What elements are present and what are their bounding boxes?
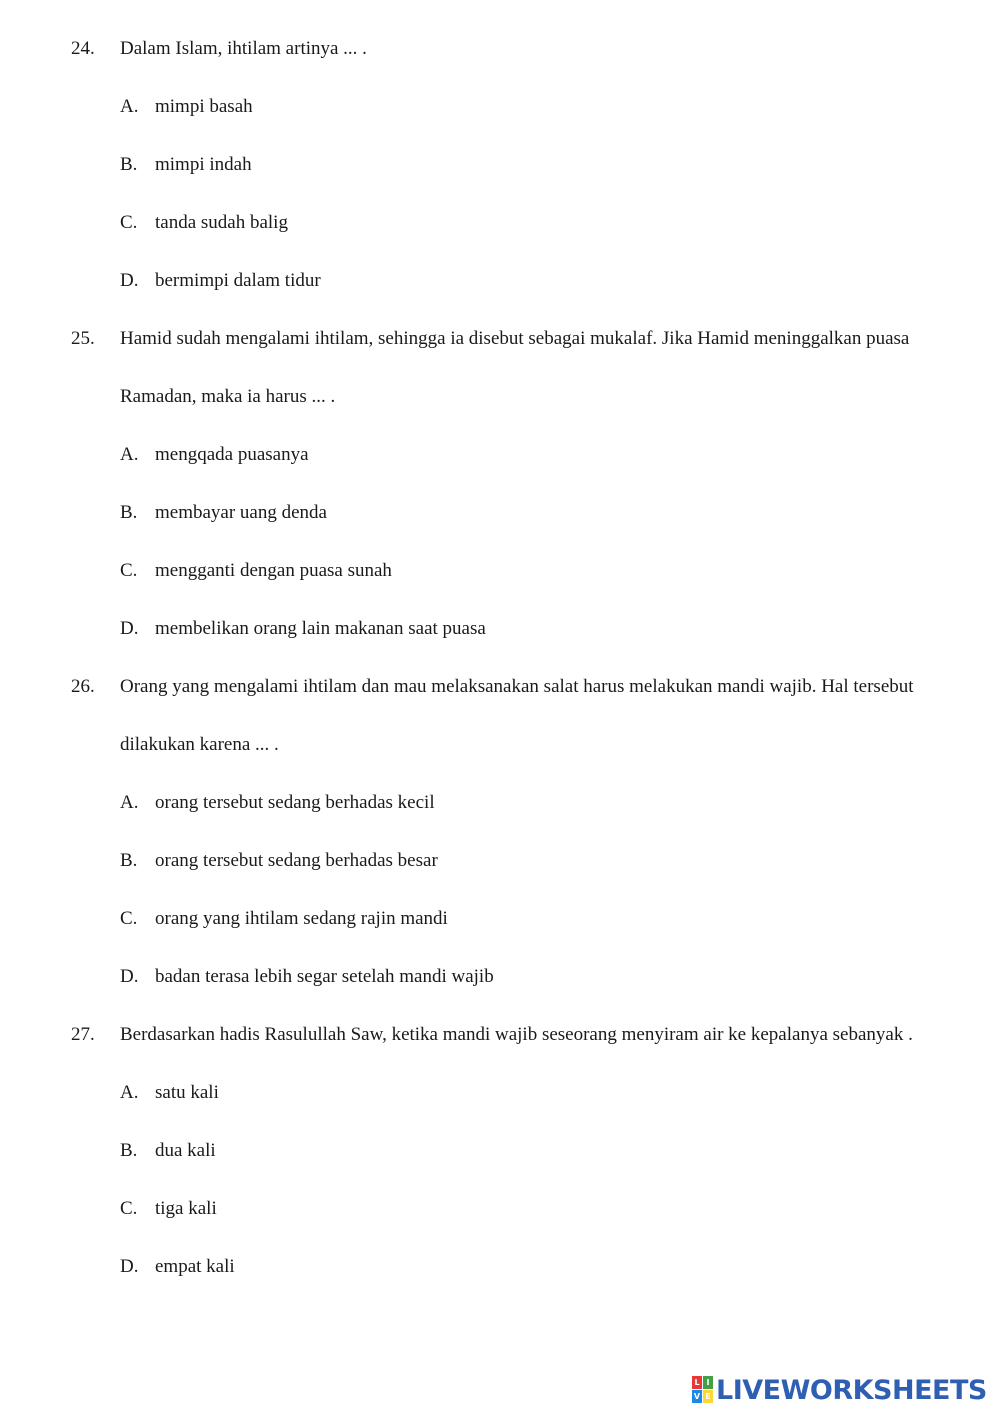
question-number: 25. — [71, 328, 95, 349]
question-text: Berdasarkan hadis Rasulullah Saw, ketika mandi wajib seseorang menyiram air ke kepalanya sebanyak . — [120, 1024, 913, 1045]
question-number: 27. — [71, 1024, 95, 1045]
option-letter: A. — [120, 792, 139, 813]
option-letter: C. — [120, 908, 138, 929]
question-text: Orang yang mengalami ihtilam dan mau melaksanakan salat harus melakukan mandi wajib. Hal tersebut — [120, 676, 914, 697]
option-text: mimpi indah — [155, 154, 252, 175]
option-text: orang tersebut sedang berhadas besar — [155, 850, 438, 871]
option-text: tiga kali — [155, 1198, 217, 1219]
option-text: bermimpi dalam tidur — [155, 270, 321, 291]
option-letter: B. — [120, 502, 138, 523]
option-letter: D. — [120, 618, 139, 639]
option-letter: B. — [120, 154, 138, 175]
logo-mark-letter: E — [703, 1390, 713, 1403]
option-text: empat kali — [155, 1256, 235, 1277]
option-text: membayar uang denda — [155, 502, 327, 523]
question-text: Hamid sudah mengalami ihtilam, sehingga ia disebut sebagai mukalaf. Jika Hamid meninggalkan puasa — [120, 328, 910, 349]
option-letter: A. — [120, 1082, 139, 1103]
option-letter: B. — [120, 850, 138, 871]
logo-mark-letter: V — [692, 1390, 702, 1403]
question-number: 26. — [71, 676, 95, 697]
option-letter: D. — [120, 1256, 139, 1277]
option-text: satu kali — [155, 1082, 219, 1103]
logo-mark-letter: L — [692, 1376, 702, 1389]
option-text: orang tersebut sedang berhadas kecil — [155, 792, 435, 813]
question-text-continued: Ramadan, maka ia harus ... . — [120, 386, 336, 407]
option-letter: B. — [120, 1140, 138, 1161]
option-text: mengganti dengan puasa sunah — [155, 560, 392, 581]
logo-text: LIVEWORKSHEETS — [716, 1374, 987, 1406]
option-text: badan terasa lebih segar setelah mandi wajib — [155, 966, 494, 987]
liveworksheets-logo — [692, 1372, 987, 1408]
logo-mark-letter: I — [703, 1376, 713, 1389]
option-text: tanda sudah balig — [155, 212, 288, 233]
question-text-continued: dilakukan karena ... . — [120, 734, 279, 755]
option-text: orang yang ihtilam sedang rajin mandi — [155, 908, 448, 929]
option-letter: A. — [120, 96, 139, 117]
logo-mark-icon — [692, 1376, 714, 1404]
option-letter: D. — [120, 966, 139, 987]
option-letter: C. — [120, 212, 138, 233]
option-text: mimpi basah — [155, 96, 253, 117]
option-letter: C. — [120, 1198, 138, 1219]
option-letter: C. — [120, 560, 138, 581]
option-text: mengqada puasanya — [155, 444, 309, 465]
option-letter: D. — [120, 270, 139, 291]
question-number: 24. — [71, 38, 95, 59]
question-text: Dalam Islam, ihtilam artinya ... . — [120, 38, 367, 59]
option-text: membelikan orang lain makanan saat puasa — [155, 618, 486, 639]
option-letter: A. — [120, 444, 139, 465]
option-text: dua kali — [155, 1140, 216, 1161]
